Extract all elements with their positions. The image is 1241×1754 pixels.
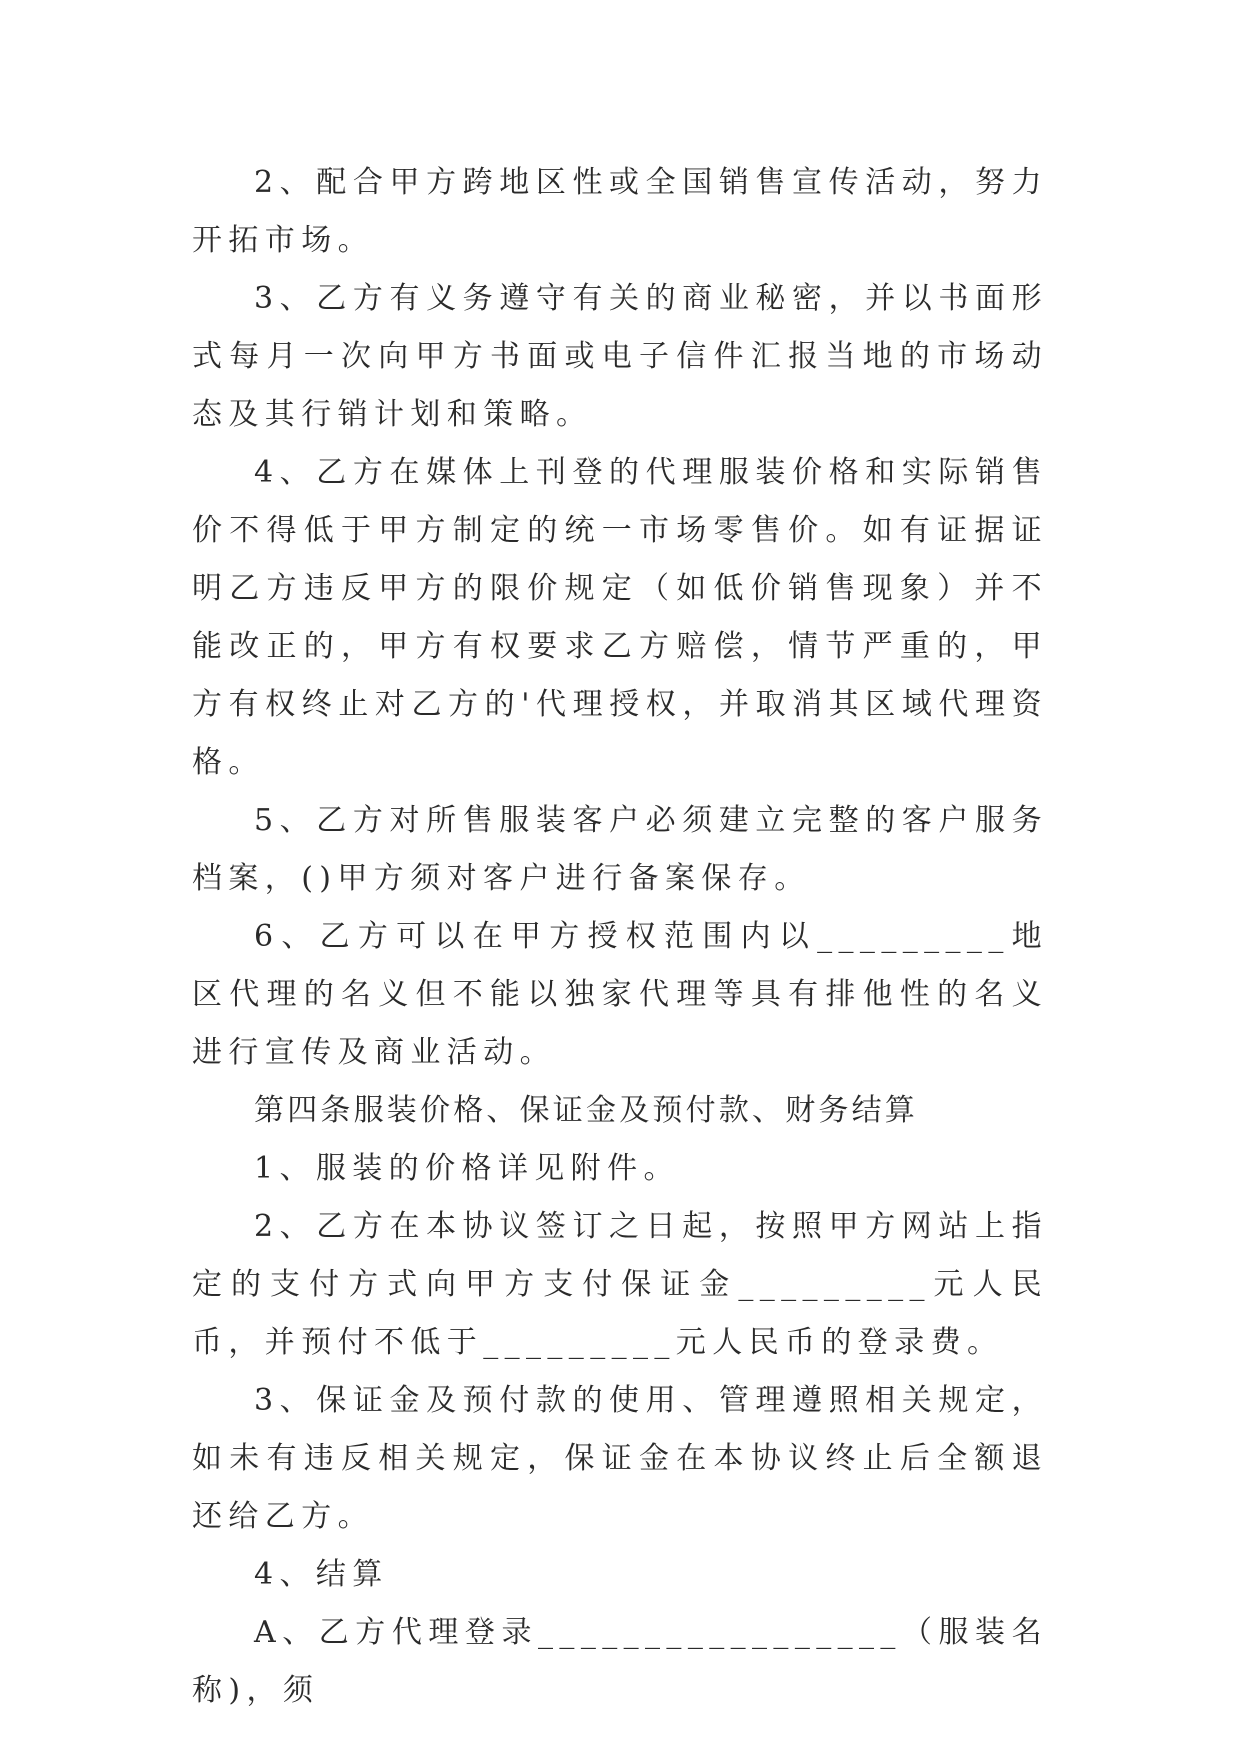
section-heading-article-4: 第四条服装价格、保证金及预付款、财务结算 (254, 1093, 918, 1128)
paragraph-deposit-usage: 3、保证金及预付款的使用、管理遵照相关规定，如未有违反相关规定，保证金在本协议终止后全额退还给乙方。 (192, 1383, 1048, 1534)
document-body (192, 154, 1048, 1720)
paragraph-clause-5: 5、乙方对所售服装客户必须建立完整的客户服务档案，()甲方须对客户进行备案保存。 (192, 803, 1048, 896)
paragraph-clause-4: 4、乙方在媒体上刊登的代理服装价格和实际销售价不得低于甲方制定的统一市场零售价。如有证据证明乙方违反甲方的限价规定（如低价销售现象）并不能改正的，甲方有权要求乙方赔偿，情节严重的，甲方有权终止对乙方的'代理授权，并取消其区域代理资格。 (192, 455, 1048, 780)
paragraph-clause-3: 3、乙方有义务遵守有关的商业秘密，并以书面形式每月一次向甲方书面或电子信件汇报当地的市场动态及其行销计划和策略。 (192, 281, 1048, 432)
paragraph-settlement-a: A、乙方代理登录_________________（服装名称)，须 (192, 1615, 1048, 1708)
paragraph-settlement: 4、结算 (254, 1557, 389, 1592)
paragraph-price: 1、服装的价格详见附件。 (254, 1151, 680, 1186)
paragraph-clause-6: 6、乙方可以在甲方授权范围内以_________地区代理的名义但不能以独家代理等具有排他性的名义进行宣传及商业活动。 (192, 919, 1048, 1070)
paragraph-deposit: 2、乙方在本协议签订之日起，按照甲方网站上指定的支付方式向甲方支付保证金_________元人民币，并预付不低于_________元人民币的登录费。 (192, 1209, 1048, 1360)
paragraph-clause-2: 2、配合甲方跨地区性或全国销售宣传活动，努力开拓市场。 (192, 165, 1048, 258)
